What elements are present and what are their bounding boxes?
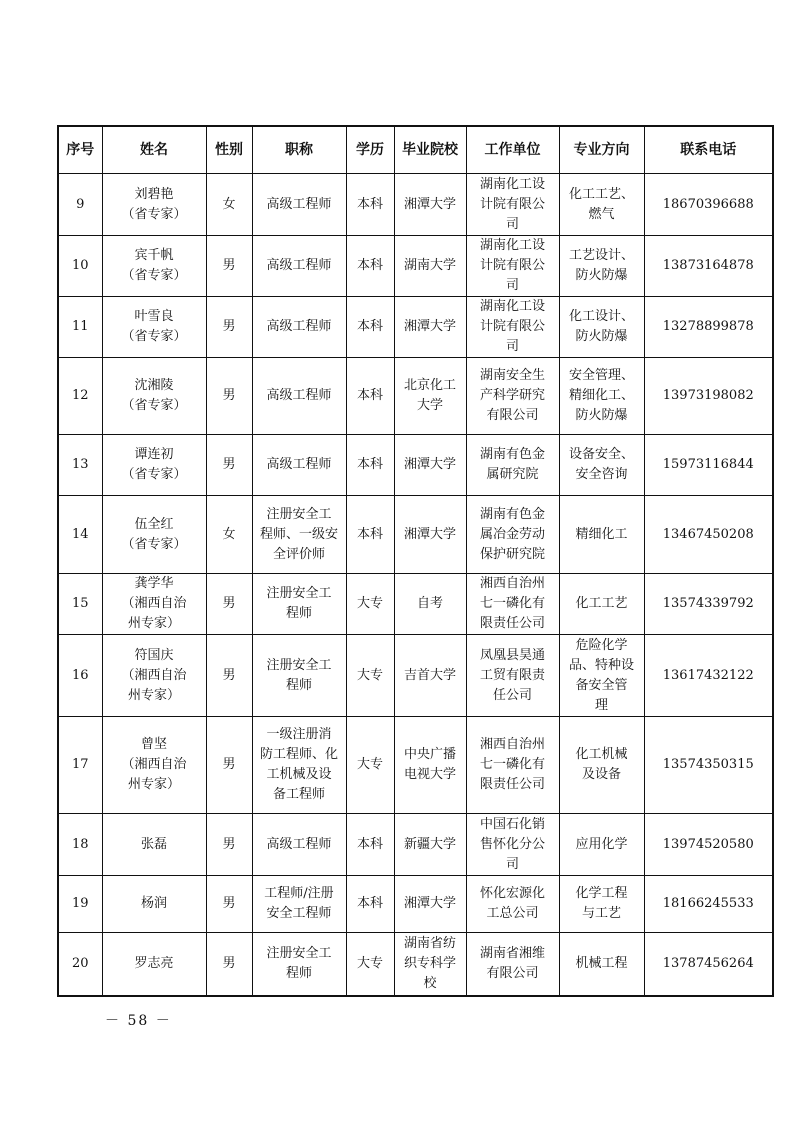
cell-gender: 男 [206, 635, 252, 717]
cell-name: 叶雪良 （省专家） [102, 297, 206, 358]
table-row [58, 297, 773, 358]
cell-phone: 13873164878 [644, 236, 773, 297]
cell-employer: 湖南有色金 属研究院 [466, 435, 559, 496]
cell-gender: 女 [206, 174, 252, 236]
cell-gender: 男 [206, 717, 252, 814]
cell-field: 应用化学 [559, 814, 644, 876]
cell-title: 注册安全工 程师 [252, 635, 346, 717]
cell-title: 工程师/注册 安全工程师 [252, 876, 346, 933]
cell-field: 机械工程 [559, 933, 644, 996]
cell-education: 本科 [346, 814, 394, 876]
cell-employer: 湖南化工设 计院有限公 司 [466, 297, 559, 358]
table-row [58, 236, 773, 297]
cell-name: 曾坚 （湘西自治 州专家） [102, 717, 206, 814]
cell-no: 13 [58, 435, 102, 496]
header-education: 学历 [346, 126, 394, 174]
header-name: 姓名 [102, 126, 206, 174]
cell-school: 湘潭大学 [394, 435, 466, 496]
table-row [58, 933, 773, 996]
cell-no: 20 [58, 933, 102, 996]
cell-education: 本科 [346, 876, 394, 933]
table-row [58, 435, 773, 496]
cell-no: 10 [58, 236, 102, 297]
header-gender: 性别 [206, 126, 252, 174]
cell-gender: 男 [206, 297, 252, 358]
cell-name: 杨润 [102, 876, 206, 933]
cell-no: 11 [58, 297, 102, 358]
cell-education: 大专 [346, 574, 394, 635]
expert-table [57, 125, 774, 997]
cell-education: 本科 [346, 496, 394, 574]
cell-employer: 湘西自治州 七一磷化有 限责任公司 [466, 717, 559, 814]
cell-employer: 凤凰县昊通 工贸有限责 任公司 [466, 635, 559, 717]
cell-gender: 男 [206, 435, 252, 496]
cell-title: 注册安全工 程师 [252, 574, 346, 635]
cell-title: 高级工程师 [252, 297, 346, 358]
cell-phone: 13617432122 [644, 635, 773, 717]
cell-title: 高级工程师 [252, 174, 346, 236]
cell-name: 宾千帆 （省专家） [102, 236, 206, 297]
cell-school: 湘潭大学 [394, 174, 466, 236]
cell-gender: 男 [206, 574, 252, 635]
cell-title: 高级工程师 [252, 435, 346, 496]
cell-education: 本科 [346, 297, 394, 358]
cell-education: 本科 [346, 236, 394, 297]
cell-gender: 男 [206, 358, 252, 435]
cell-school: 北京化工 大学 [394, 358, 466, 435]
cell-employer: 中国石化销 售怀化分公 司 [466, 814, 559, 876]
cell-field: 化工工艺、 燃气 [559, 174, 644, 236]
header-field: 专业方向 [559, 126, 644, 174]
cell-phone: 13973198082 [644, 358, 773, 435]
cell-school: 湘潭大学 [394, 297, 466, 358]
cell-name: 符国庆 （湘西自治 州专家） [102, 635, 206, 717]
table-row [58, 814, 773, 876]
cell-school: 湘潭大学 [394, 876, 466, 933]
cell-employer: 湖南有色金 属冶金劳动 保护研究院 [466, 496, 559, 574]
header-employer: 工作单位 [466, 126, 559, 174]
table-row [58, 358, 773, 435]
cell-title: 高级工程师 [252, 814, 346, 876]
cell-education: 大专 [346, 635, 394, 717]
cell-employer: 湖南省湘维 有限公司 [466, 933, 559, 996]
cell-title: 一级注册消 防工程师、化 工机械及设 备工程师 [252, 717, 346, 814]
cell-employer: 湖南安全生 产科学研究 有限公司 [466, 358, 559, 435]
cell-no: 15 [58, 574, 102, 635]
cell-phone: 18166245533 [644, 876, 773, 933]
cell-name: 刘碧艳 （省专家） [102, 174, 206, 236]
cell-name: 张磊 [102, 814, 206, 876]
cell-education: 本科 [346, 358, 394, 435]
cell-field: 化工工艺 [559, 574, 644, 635]
cell-phone: 13467450208 [644, 496, 773, 574]
cell-no: 14 [58, 496, 102, 574]
page-number: － 58 － [105, 1013, 172, 1029]
cell-gender: 男 [206, 814, 252, 876]
table-header-row [58, 126, 773, 174]
cell-field: 安全管理、 精细化工、 防火防爆 [559, 358, 644, 435]
cell-school: 中央广播 电视大学 [394, 717, 466, 814]
cell-phone: 13278899878 [644, 297, 773, 358]
cell-education: 本科 [346, 435, 394, 496]
cell-field: 设备安全、 安全咨询 [559, 435, 644, 496]
cell-name: 伍全红 （省专家） [102, 496, 206, 574]
cell-title: 注册安全工 程师 [252, 933, 346, 996]
cell-field: 工艺设计、 防火防爆 [559, 236, 644, 297]
table-row [58, 635, 773, 717]
cell-gender: 男 [206, 933, 252, 996]
table-row [58, 876, 773, 933]
cell-phone: 13974520580 [644, 814, 773, 876]
cell-school: 自考 [394, 574, 466, 635]
cell-gender: 男 [206, 236, 252, 297]
cell-employer: 湖南化工设 计院有限公 司 [466, 236, 559, 297]
cell-phone: 13574350315 [644, 717, 773, 814]
cell-employer: 湘西自治州 七一磷化有 限责任公司 [466, 574, 559, 635]
cell-title: 高级工程师 [252, 358, 346, 435]
cell-school: 吉首大学 [394, 635, 466, 717]
cell-no: 19 [58, 876, 102, 933]
cell-employer: 湖南化工设 计院有限公 司 [466, 174, 559, 236]
cell-phone: 13574339792 [644, 574, 773, 635]
cell-phone: 15973116844 [644, 435, 773, 496]
cell-employer: 怀化宏源化 工总公司 [466, 876, 559, 933]
cell-name: 沈湘陵 （省专家） [102, 358, 206, 435]
cell-title: 高级工程师 [252, 236, 346, 297]
cell-field: 化工机械 及设备 [559, 717, 644, 814]
cell-phone: 13787456264 [644, 933, 773, 996]
cell-no: 12 [58, 358, 102, 435]
cell-education: 大专 [346, 717, 394, 814]
cell-school: 湖南大学 [394, 236, 466, 297]
cell-phone: 18670396688 [644, 174, 773, 236]
table-row [58, 574, 773, 635]
cell-school: 湖南省纺 织专科学 校 [394, 933, 466, 996]
cell-school: 新疆大学 [394, 814, 466, 876]
header-title: 职称 [252, 126, 346, 174]
cell-no: 16 [58, 635, 102, 717]
table-row [58, 174, 773, 236]
cell-education: 本科 [346, 174, 394, 236]
cell-field: 危险化学 品、特种设 备安全管 理 [559, 635, 644, 717]
cell-no: 17 [58, 717, 102, 814]
cell-field: 化工设计、 防火防爆 [559, 297, 644, 358]
table-row [58, 496, 773, 574]
header-no: 序号 [58, 126, 102, 174]
cell-gender: 男 [206, 876, 252, 933]
cell-title: 注册安全工 程师、一级安 全评价师 [252, 496, 346, 574]
cell-no: 9 [58, 174, 102, 236]
cell-education: 大专 [346, 933, 394, 996]
cell-no: 18 [58, 814, 102, 876]
cell-school: 湘潭大学 [394, 496, 466, 574]
header-phone: 联系电话 [644, 126, 773, 174]
cell-field: 精细化工 [559, 496, 644, 574]
table-row [58, 717, 773, 814]
cell-field: 化学工程 与工艺 [559, 876, 644, 933]
cell-name: 谭连初 （省专家） [102, 435, 206, 496]
cell-name: 龚学华 （湘西自治 州专家） [102, 574, 206, 635]
cell-gender: 女 [206, 496, 252, 574]
header-school: 毕业院校 [394, 126, 466, 174]
cell-name: 罗志亮 [102, 933, 206, 996]
